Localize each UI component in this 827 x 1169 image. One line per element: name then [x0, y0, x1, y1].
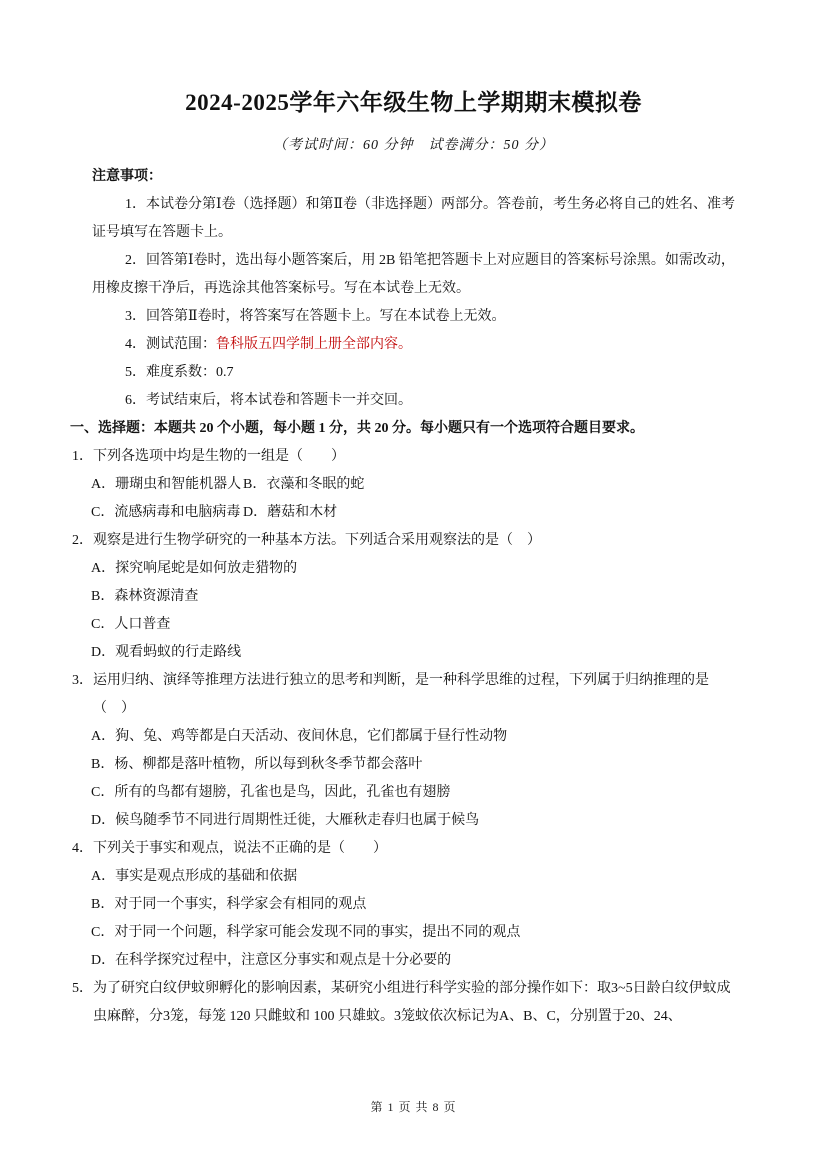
question-5-stem — [72, 975, 743, 1031]
page-title: 2024-2025学年六年级生物上学期期末模拟卷 — [185, 90, 642, 115]
question-1-stem — [72, 443, 743, 471]
notice-item-4 — [92, 331, 741, 359]
question-5-text: 为了研究白纹伊蚊卵孵化的影响因素，某研究小组进行科学实验的部分操作如下：取3~5日龄白纹伊蚊成虫麻醉，分3笼，每笼 120 只雌蚊和 100 只雄蚊。3笼蚊依次标记为A、B、C，分别置于20、24、 — [93, 980, 731, 1024]
question-4-option-d: D．在科学探究过程中，注意区分事实和观点是十分必要的 — [91, 952, 452, 968]
question-3 — [72, 667, 743, 835]
question-1-option-c: C．流感病毒和电脑病毒 — [91, 504, 241, 520]
question-1-option-b: B．衣藻和冬眠的蛇 — [243, 476, 365, 492]
question-3-text: 运用归纳、演绎等推理方法进行独立的思考和判断，是一种科学思维的过程，下列属于归纳推理的是（ ） — [93, 672, 709, 716]
notice-item-6: 6．考试结束后，将本试卷和答题卡一并交回。 — [125, 392, 412, 408]
question-2 — [72, 527, 743, 667]
question-3-number: 3． — [72, 672, 93, 688]
question-1-number: 1． — [72, 448, 93, 464]
question-4 — [72, 835, 743, 975]
question-4-stem — [72, 835, 743, 863]
question-3-option-b: B．杨、柳都是落叶植物，所以每到秋冬季节都会落叶 — [91, 756, 423, 772]
notice-item-3: 3．回答第Ⅱ卷时，将答案写在答题卡上。写在本试卷上无效。 — [125, 308, 506, 324]
question-2-number: 2． — [72, 532, 93, 548]
question-3-option-a: A．狗、兔、鸡等都是白天活动、夜间休息，它们都属于昼行性动物 — [91, 728, 508, 744]
question-2-option-a: A．探究响尾蛇是如何放走猎物的 — [91, 560, 298, 576]
question-3-option-c: C．所有的鸟都有翅膀，孔雀也是鸟，因此，孔雀也有翅膀 — [91, 784, 451, 800]
page-number-footer: 第 1 页 共 8 页 — [370, 1100, 457, 1114]
section-heading-multiple-choice: 一、选择题：本题共 20 个小题，每小题 1 分，共 20 分。每小题只有一个选项符合题目要求。 — [70, 420, 644, 436]
question-2-option-b: B．森林资源清查 — [91, 588, 199, 604]
exam-time-score-subtitle: （考试时间：60 分钟 试卷满分：50 分） — [273, 137, 554, 153]
question-5-number: 5． — [72, 980, 93, 996]
question-4-option-b: B．对于同一个事实，科学家会有相同的观点 — [91, 896, 367, 912]
question-2-stem — [72, 527, 743, 555]
notice-item-1: 1．本试卷分第Ⅰ卷（选择题）和第Ⅱ卷（非选择题）两部分。答卷前，考生务必将自己的姓名、准考证号填写在答题卡上。 — [92, 196, 736, 240]
question-5 — [72, 975, 743, 1031]
question-1 — [72, 443, 743, 527]
question-4-option-c: C．对于同一个问题，科学家可能会发现不同的事实，提出不同的观点 — [91, 924, 521, 940]
question-1-option-a: A．珊瑚虫和智能机器人 — [91, 476, 242, 492]
notice-item-4-prefix: 4．测试范围： — [125, 336, 216, 352]
question-2-option-c: C．人口普查 — [91, 616, 171, 632]
question-4-text: 下列关于事实和观点，说法不正确的是（ ） — [93, 840, 387, 856]
question-1-option-d: D．蘑菇和木材 — [243, 504, 338, 520]
notice-item-5: 5．难度系数：0.7 — [125, 364, 234, 380]
notice-item-2: 2．回答第Ⅰ卷时，选出每小题答案后，用 2B 铅笔把答题卡上对应题目的答案标号涂黑。如需改动，用橡皮擦干净后，再选涂其他答案标号。写在本试卷上无效。 — [92, 252, 735, 296]
question-list — [72, 443, 743, 1031]
question-1-options-row-1 — [72, 471, 743, 499]
question-4-option-a: A．事实是观点形成的基础和依据 — [91, 868, 298, 884]
question-1-options-row-2 — [72, 499, 743, 527]
notice-heading: 注意事项： — [92, 168, 162, 184]
notice-section — [92, 163, 741, 415]
question-3-stem — [72, 667, 743, 723]
question-1-text: 下列各选项中均是生物的一组是（ ） — [93, 448, 345, 464]
question-2-option-d: D．观看蚂蚁的行走路线 — [91, 644, 242, 660]
notice-item-4-test-scope-highlight: 鲁科版五四学制上册全部内容。 — [216, 336, 412, 352]
question-4-number: 4． — [72, 840, 93, 856]
question-2-text: 观察是进行生物学研究的一种基本方法。下列适合采用观察法的是（ ） — [93, 532, 541, 548]
question-3-option-d: D．候鸟随季节不同进行周期性迁徙，大雁秋走春归也属于候鸟 — [91, 812, 480, 828]
